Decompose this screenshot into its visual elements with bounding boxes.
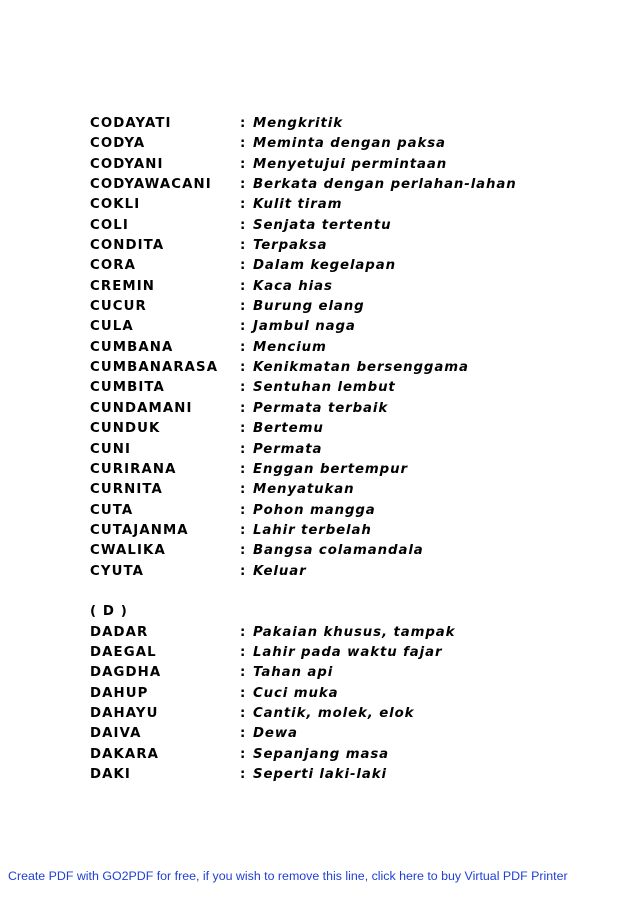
term-separator: : <box>240 319 247 335</box>
glossary-row <box>90 195 610 215</box>
glossary-term: CUMBITA <box>90 380 165 396</box>
glossary-term: COLI <box>90 217 129 233</box>
glossary-row <box>90 745 610 765</box>
glossary-row <box>90 399 610 419</box>
term-separator: : <box>240 217 247 233</box>
glossary-term: DAHAYU <box>90 705 159 721</box>
glossary-definition: Menyetujui permintaan <box>253 156 448 172</box>
glossary-term: CREMIN <box>90 278 155 294</box>
glossary-term: CURIRANA <box>90 461 177 477</box>
glossary-definition: Permata <box>253 441 323 457</box>
glossary-definition: Kaca hias <box>253 278 333 294</box>
term-separator: : <box>240 502 247 518</box>
glossary-definition: Permata terbaik <box>253 400 389 416</box>
section-heading: ( D ) <box>90 604 128 620</box>
glossary-term: CURNITA <box>90 482 163 498</box>
glossary-row <box>90 114 610 134</box>
glossary-definition: Lahir pada waktu fajar <box>253 644 443 660</box>
glossary-definition: Sentuhan lembut <box>253 380 396 396</box>
glossary-term: DAIVA <box>90 726 142 742</box>
glossary-row <box>90 134 610 154</box>
term-separator: : <box>240 726 247 742</box>
glossary-definition: Jambul naga <box>253 319 356 335</box>
term-separator: : <box>240 421 247 437</box>
glossary-term: COKLI <box>90 197 141 213</box>
glossary-term: CUMBANA <box>90 339 174 355</box>
glossary-term: CONDITA <box>90 238 165 254</box>
term-separator: : <box>240 441 247 457</box>
glossary-definition: Sepanjang masa <box>253 746 390 762</box>
term-separator: : <box>240 380 247 396</box>
glossary-row <box>90 704 610 724</box>
glossary-definition: Berkata dengan perlahan-lahan <box>253 177 517 193</box>
glossary-row <box>90 541 610 561</box>
term-separator: : <box>240 522 247 538</box>
glossary-row <box>90 317 610 337</box>
glossary-term: CUNDAMANI <box>90 400 193 416</box>
glossary-term: CULA <box>90 319 134 335</box>
glossary-list <box>90 114 610 785</box>
glossary-term: DAGDHA <box>90 665 162 681</box>
glossary-definition: Keluar <box>253 563 307 579</box>
glossary-row <box>90 521 610 541</box>
term-separator: : <box>240 746 247 762</box>
glossary-definition: Cantik, molek, elok <box>253 705 415 721</box>
glossary-row <box>90 236 610 256</box>
glossary-definition: Bangsa colamandala <box>253 543 424 559</box>
glossary-row <box>90 419 610 439</box>
term-separator: : <box>240 136 247 152</box>
term-separator: : <box>240 624 247 640</box>
glossary-term: CUMBANARASA <box>90 360 219 376</box>
glossary-term: CORA <box>90 258 136 274</box>
glossary-term: CODAYATI <box>90 116 172 131</box>
glossary-term: DAHUP <box>90 685 149 701</box>
glossary-term: CODYAWACANI <box>90 177 212 193</box>
glossary-definition: Kulit tiram <box>253 197 343 213</box>
glossary-row <box>90 175 610 195</box>
term-separator: : <box>240 461 247 477</box>
term-separator: : <box>240 258 247 274</box>
term-separator: : <box>240 400 247 416</box>
glossary-row <box>90 724 610 744</box>
glossary-definition: Senjata tertentu <box>253 217 392 233</box>
glossary-definition: Pohon mangga <box>253 502 376 518</box>
glossary-row <box>90 643 610 663</box>
glossary-term: DAKARA <box>90 746 160 762</box>
glossary-row <box>90 460 610 480</box>
term-separator: : <box>240 360 247 376</box>
section-heading-row <box>90 602 610 622</box>
term-separator: : <box>240 339 247 355</box>
glossary-row <box>90 684 610 704</box>
glossary-row <box>90 663 610 683</box>
glossary-row <box>90 277 610 297</box>
glossary-definition: Pakaian khusus, tampak <box>253 624 456 640</box>
glossary-row <box>90 155 610 175</box>
glossary-term: DADAR <box>90 624 149 640</box>
glossary-row <box>90 440 610 460</box>
glossary-definition: Mencium <box>253 339 327 355</box>
term-separator: : <box>240 705 247 721</box>
term-separator: : <box>240 644 247 660</box>
glossary-row <box>90 501 610 521</box>
blank-line <box>90 582 610 602</box>
glossary-term: CODYA <box>90 136 146 152</box>
glossary-definition: Enggan bertempur <box>253 461 408 477</box>
glossary-row <box>90 765 610 785</box>
glossary-definition: Burung elang <box>253 299 365 315</box>
glossary-term: CUTA <box>90 502 134 518</box>
glossary-definition: Dalam kegelapan <box>253 258 396 274</box>
footer-pdf-printer-link[interactable]: Create PDF with GO2PDF for free, if you wish to remove this line, click here to buy Virtual PDF Printer <box>8 869 568 883</box>
glossary-row <box>90 216 610 236</box>
term-separator: : <box>240 177 247 193</box>
glossary-definition: Meminta dengan paksa <box>253 136 446 152</box>
glossary-definition: Terpaksa <box>253 238 328 254</box>
glossary-row <box>90 338 610 358</box>
glossary-term: CUNI <box>90 441 132 457</box>
glossary-definition: Tahan api <box>253 665 334 681</box>
term-separator: : <box>240 197 247 213</box>
term-separator: : <box>240 685 247 701</box>
glossary-definition: Menyatukan <box>253 482 355 498</box>
glossary-row <box>90 480 610 500</box>
glossary-term: CODYANI <box>90 156 164 172</box>
glossary-definition: Seperti laki-laki <box>253 767 387 782</box>
glossary-row <box>90 297 610 317</box>
term-separator: : <box>240 278 247 294</box>
glossary-definition: Dewa <box>253 726 298 742</box>
glossary-term: DAKI <box>90 767 131 782</box>
glossary-definition: Bertemu <box>253 421 324 437</box>
glossary-term: CUTAJANMA <box>90 522 189 538</box>
glossary-term: CUCUR <box>90 299 147 315</box>
term-separator: : <box>240 767 247 782</box>
glossary-definition: Mengkritik <box>253 116 343 131</box>
glossary-term: CYUTA <box>90 563 145 579</box>
term-separator: : <box>240 482 247 498</box>
term-separator: : <box>240 156 247 172</box>
glossary-row <box>90 256 610 276</box>
term-separator: : <box>240 299 247 315</box>
glossary-definition: Lahir terbelah <box>253 522 372 538</box>
term-separator: : <box>240 238 247 254</box>
glossary-definition: Cuci muka <box>253 685 339 701</box>
term-separator: : <box>240 665 247 681</box>
term-separator: : <box>240 116 247 131</box>
glossary-term: CUNDUK <box>90 421 161 437</box>
glossary-row <box>90 562 610 582</box>
term-separator: : <box>240 563 247 579</box>
glossary-term: CWALIKA <box>90 543 166 559</box>
glossary-row <box>90 358 610 378</box>
glossary-row <box>90 378 610 398</box>
glossary-definition: Kenikmatan bersenggama <box>253 360 469 376</box>
glossary-row <box>90 623 610 643</box>
term-separator: : <box>240 543 247 559</box>
glossary-term: DAEGAL <box>90 644 157 660</box>
